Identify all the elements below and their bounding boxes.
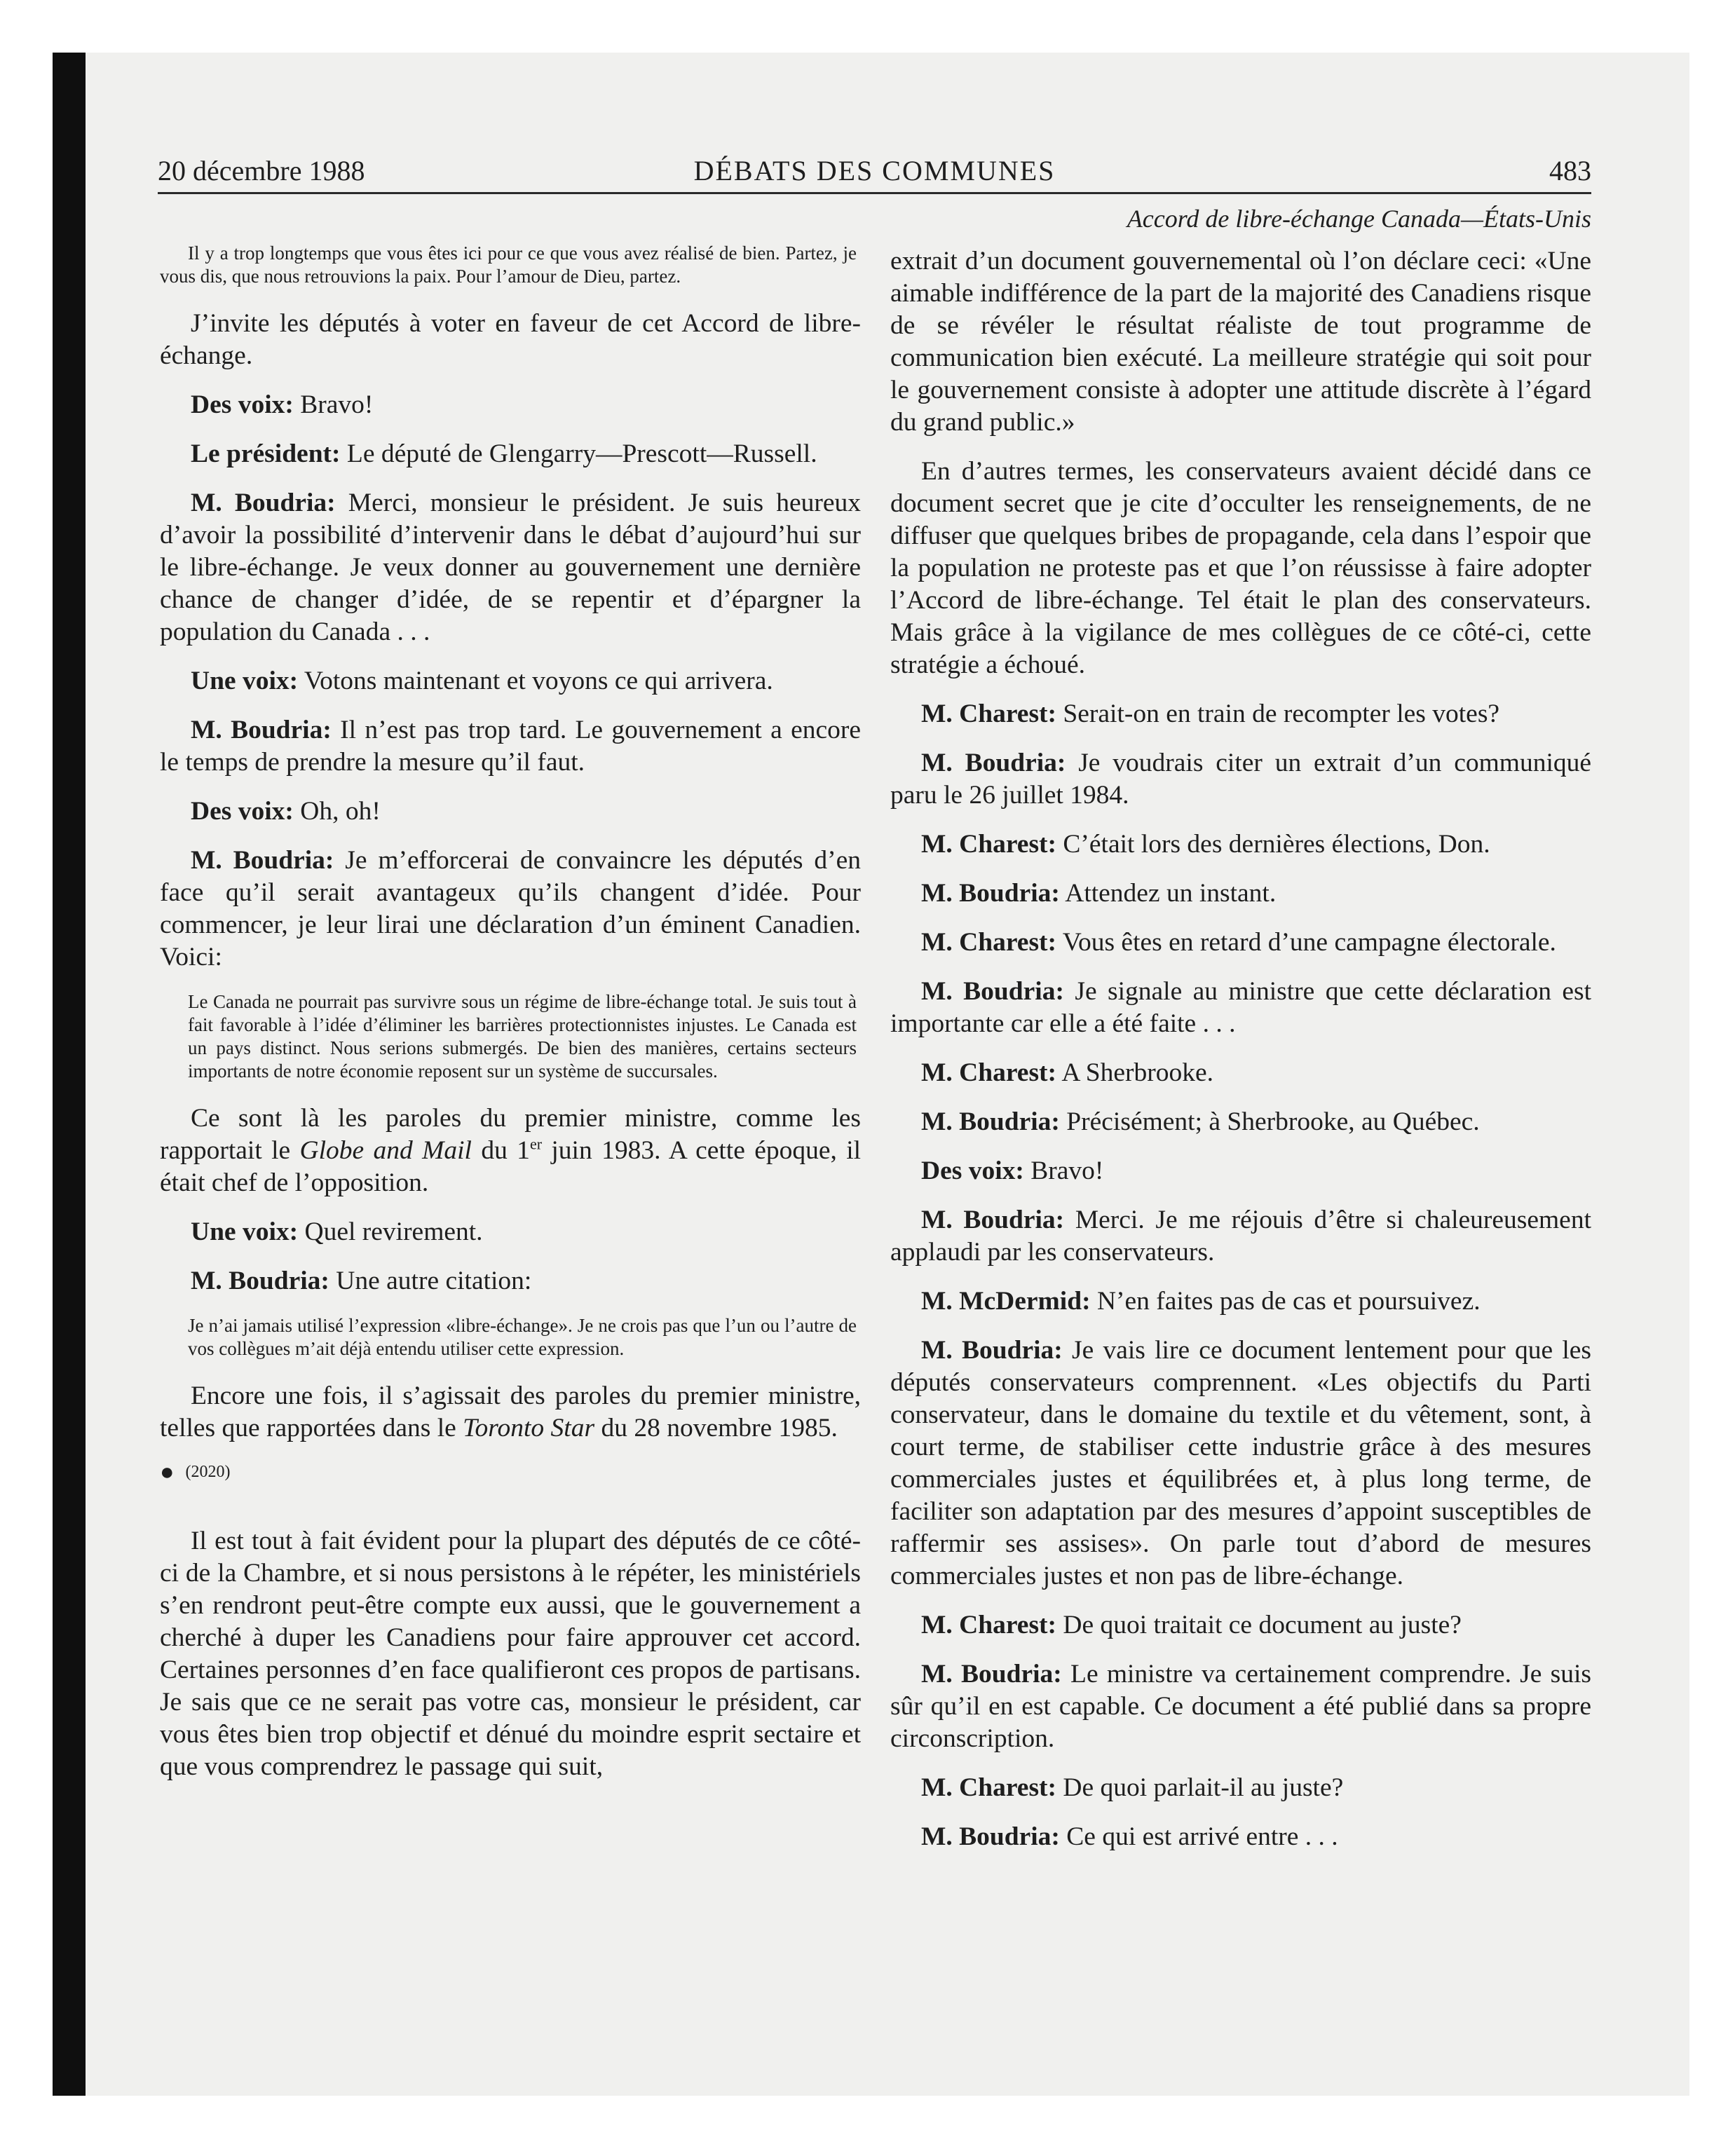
speech-text: Bravo!: [300, 390, 374, 419]
header-date: 20 décembre 1988: [158, 155, 365, 186]
paragraph: extrait d’un document gouvernemental où l’on déclare ceci: «Une aimable indifférence de la part de la majorité des Canadiens risque de se révéler le résultat réaliste de tout programme de communication bien exécuté. La meilleure stratégie qui soit pour le gouvernement consiste à adopter une attitude discrète à l’égard du grand public.»: [890, 247, 1591, 437]
speaker: M. Charest:: [921, 1773, 1057, 1802]
header-title: DÉBATS DES COMMUNES: [693, 155, 1056, 186]
speaker: M. Boudria:: [921, 1660, 1062, 1688]
speech: [160, 438, 861, 470]
speech-text: Le ministre va certainement comprendre. Je suis sûr qu’il en est capable. Ce document a été publié dans sa propre circonscription.: [890, 1660, 1592, 1753]
speech-text: Votons maintenant et voyons ce qui arrivera.: [304, 667, 773, 695]
speech-text: Je voudrais citer un extrait d’un communiqué paru le 26 juillet 1984.: [890, 749, 1592, 810]
speech-text: Précisément; à Sherbrooke, au Québec.: [1066, 1107, 1480, 1136]
speech: [890, 698, 1591, 730]
speaker: M. Boudria:: [921, 977, 1064, 1006]
speaker: M. Boudria:: [921, 1206, 1065, 1234]
speech: [890, 1335, 1591, 1592]
speech-text: Vous êtes en retard d’une campagne électorale.: [1062, 928, 1556, 957]
speaker: M. Charest:: [921, 1058, 1057, 1087]
speech: [890, 1658, 1591, 1755]
speech: [160, 1216, 861, 1248]
speaker: M. McDermid:: [921, 1287, 1091, 1316]
speech: [890, 1821, 1591, 1853]
speech: [890, 1057, 1591, 1089]
speaker: Le président:: [191, 439, 341, 468]
text-run: du 1: [481, 1136, 530, 1165]
speech-text: Ce qui est arrivé entre . . .: [1066, 1822, 1338, 1851]
speaker: M. Boudria:: [191, 1267, 329, 1295]
speaker: Une voix:: [191, 667, 299, 695]
newspaper-title: Toronto Star: [463, 1414, 595, 1442]
speech: [890, 1772, 1591, 1804]
binding-edge: [53, 53, 86, 2096]
speech: [890, 1609, 1591, 1642]
speech-text: A Sherbrooke.: [1061, 1058, 1213, 1087]
speaker: M. Charest:: [921, 700, 1057, 728]
speaker: M. Charest:: [921, 1611, 1057, 1639]
speaker: M. Boudria:: [921, 879, 1060, 908]
speaker: Une voix:: [191, 1217, 299, 1246]
ordinal-superscript: er: [529, 1135, 543, 1153]
paragraph: Il est tout à fait évident pour la plupart des députés de ce côté-ci de la Chambre, et si nous persistons à le répéter, les ministériels s’en rendront peut-être compte eux aussi, que le gouvernement a cherché à duper les Canadiens pour faire approuver cet accord. Certaines personnes d’en face qualifieront ces propos de partisans. Je sais que ce ne serait pas votre cas, monsieur le président, car vous êtes bien trop objectif et dénué du moindre esprit sectaire et que vous comprendrez le passage qui suit,: [160, 1527, 861, 1782]
speech-text: Merci. Je me réjouis d’être si chaleureusement applaudi par les conservateurs.: [890, 1206, 1591, 1267]
time-marker: [160, 1459, 861, 1486]
speech-text: N’en faites pas de cas et poursuivez.: [1096, 1287, 1481, 1316]
speaker: M. Charest:: [921, 928, 1057, 957]
paragraph: En d’autres termes, les conservateurs avaient décidé dans ce document secret que je cite d’occulter les renseignements, de ne diffuser que quelques bribes de propagande, cela dans l’espoir que la population ne proteste pas et que l’on réussisse à faire adopter l’Accord de libre-échange. Tel était le plan des conservateurs. Mais grâce à la vigilance de mes collègues de ce côté-ci, cette stratégie a échoué.: [890, 457, 1591, 679]
paragraph: [160, 1103, 861, 1199]
speaker: M. Boudria:: [921, 1336, 1063, 1365]
speech-text: De quoi parlait-il au juste?: [1063, 1773, 1344, 1802]
speech-text: Quel revirement.: [304, 1217, 483, 1246]
speaker: M. Boudria:: [191, 716, 332, 744]
speaker: Des voix:: [191, 390, 294, 419]
page-number: 483: [1549, 155, 1591, 186]
quote-block: Le Canada ne pourrait pas survivre sous un régime de libre-échange total. Je suis tout à fait favorable à l’idée d’éliminer les barrières protectionnistes injustes. Le Canada est un pays distinct. Nous serions submergés. De bien des manières, certains secteurs importants de notre économie reposent sur un système de succursales.: [188, 991, 857, 1082]
quote-block: Je n’ai jamais utilisé l’expression «libre-échange». Je ne crois pas que l’un ou l’autre de vos collègues m’ait déjà entendu utiliser cette expression.: [188, 1315, 857, 1359]
speech: [890, 1204, 1591, 1269]
speech: [890, 976, 1591, 1040]
speech: [890, 927, 1591, 959]
speech: [160, 487, 861, 648]
speech-text: Le député de Glengarry—Prescott—Russell.: [346, 439, 817, 468]
speech: [160, 1265, 861, 1297]
speaker: M. Boudria:: [921, 1822, 1060, 1851]
text-run: Encore une fois, il s’agissait des paroles du premier ministre, telles que rapportées dans le: [160, 1381, 861, 1442]
speech: [160, 796, 861, 828]
speaker: M. Boudria:: [191, 846, 334, 875]
speaker: Des voix:: [921, 1157, 1024, 1185]
speech: [160, 389, 861, 421]
paragraph: [160, 1380, 861, 1445]
speaker: Des voix:: [191, 797, 294, 826]
speech-text: Je m’efforcerai de convaincre les députés d’en face qu’il serait avantageux qu’ils changent d’idée. Pour commencer, je leur lirai une déclaration d’un éminent Canadien. Voici:: [160, 846, 862, 971]
speaker: M. Boudria:: [921, 1107, 1060, 1136]
text-run: du 28 novembre 1985.: [601, 1414, 838, 1442]
speech-text: Serait-on en train de recompter les votes?: [1063, 700, 1500, 728]
speech: [160, 665, 861, 697]
speech-text: De quoi traitait ce document au juste?: [1063, 1611, 1462, 1639]
speech-text: Il n’est pas trop tard. Le gouvernement a encore le temps de prendre la mesure qu’il faut.: [160, 716, 861, 777]
text-run: juin 1983. A cette époque, il était chef de l’opposition.: [160, 1136, 862, 1197]
speaker: M. Boudria:: [191, 489, 336, 517]
speech: [890, 1285, 1591, 1318]
paragraph: J’invite les députés à voter en faveur de cet Accord de libre-échange.: [160, 309, 861, 370]
quote-block: Il y a trop longtemps que vous êtes ici pour ce que vous avez réalisé de bien. Partez, je vous dis, que nous retrouvions la paix. Pour l’amour de Dieu, partez.: [160, 243, 857, 287]
left-column: [160, 242, 861, 1800]
time-stamp: (2020): [185, 1463, 231, 1481]
page-header: [158, 150, 1591, 194]
running-head: Accord de libre-échange Canada—États-Unis: [1127, 205, 1591, 233]
speech-text: Je signale au ministre que cette déclaration est importante car elle a été faite . . .: [890, 977, 1592, 1038]
right-column: [890, 245, 1591, 1870]
speaker: M. Charest:: [921, 830, 1057, 859]
speech-text: Merci, monsieur le président. Je suis heureux d’avoir la possibilité d’intervenir dans le débat d’aujourd’hui sur le libre-échange. Je veux donner au gouvernement une dernière chance de changer d’idée, de se repentir et d’épargner la population du Canada . . .: [160, 489, 862, 646]
speech: [160, 845, 861, 974]
speech: [890, 747, 1591, 812]
speech-text: C’était lors des dernières élections, Don.: [1063, 830, 1490, 859]
bullet-icon: ●: [160, 1459, 175, 1486]
speaker: M. Boudria:: [921, 749, 1066, 777]
speech: [160, 714, 861, 779]
speech-text: Une autre citation:: [336, 1267, 532, 1295]
speech-text: Oh, oh!: [300, 797, 381, 826]
newspaper-title: Globe and Mail: [299, 1136, 472, 1165]
speech: [890, 1155, 1591, 1187]
speech-text: Je vais lire ce document lentement pour que les députés conservateurs comprennent. «Les objectifs du Parti conservateur, dans le domaine du textile et du vêtement, sont, à court terme, de stabiliser cette industrie grâce à des mesures commerciales justes et équilibrées et, à plus long terme, de faciliter son adaptation par des mesures d’appoint susceptibles de raffermir ses assises». On parle tout d’abord de mesures commerciales justes et non pas de libre-échange.: [890, 1336, 1592, 1590]
speech: [890, 828, 1591, 861]
text-run: Ce sont là les paroles du premier ministre, comme les rapportait le: [160, 1104, 861, 1165]
speech-text: Bravo!: [1030, 1157, 1104, 1185]
speech: [890, 878, 1591, 910]
speech-text: Attendez un instant.: [1065, 879, 1277, 908]
speech: [890, 1106, 1591, 1138]
